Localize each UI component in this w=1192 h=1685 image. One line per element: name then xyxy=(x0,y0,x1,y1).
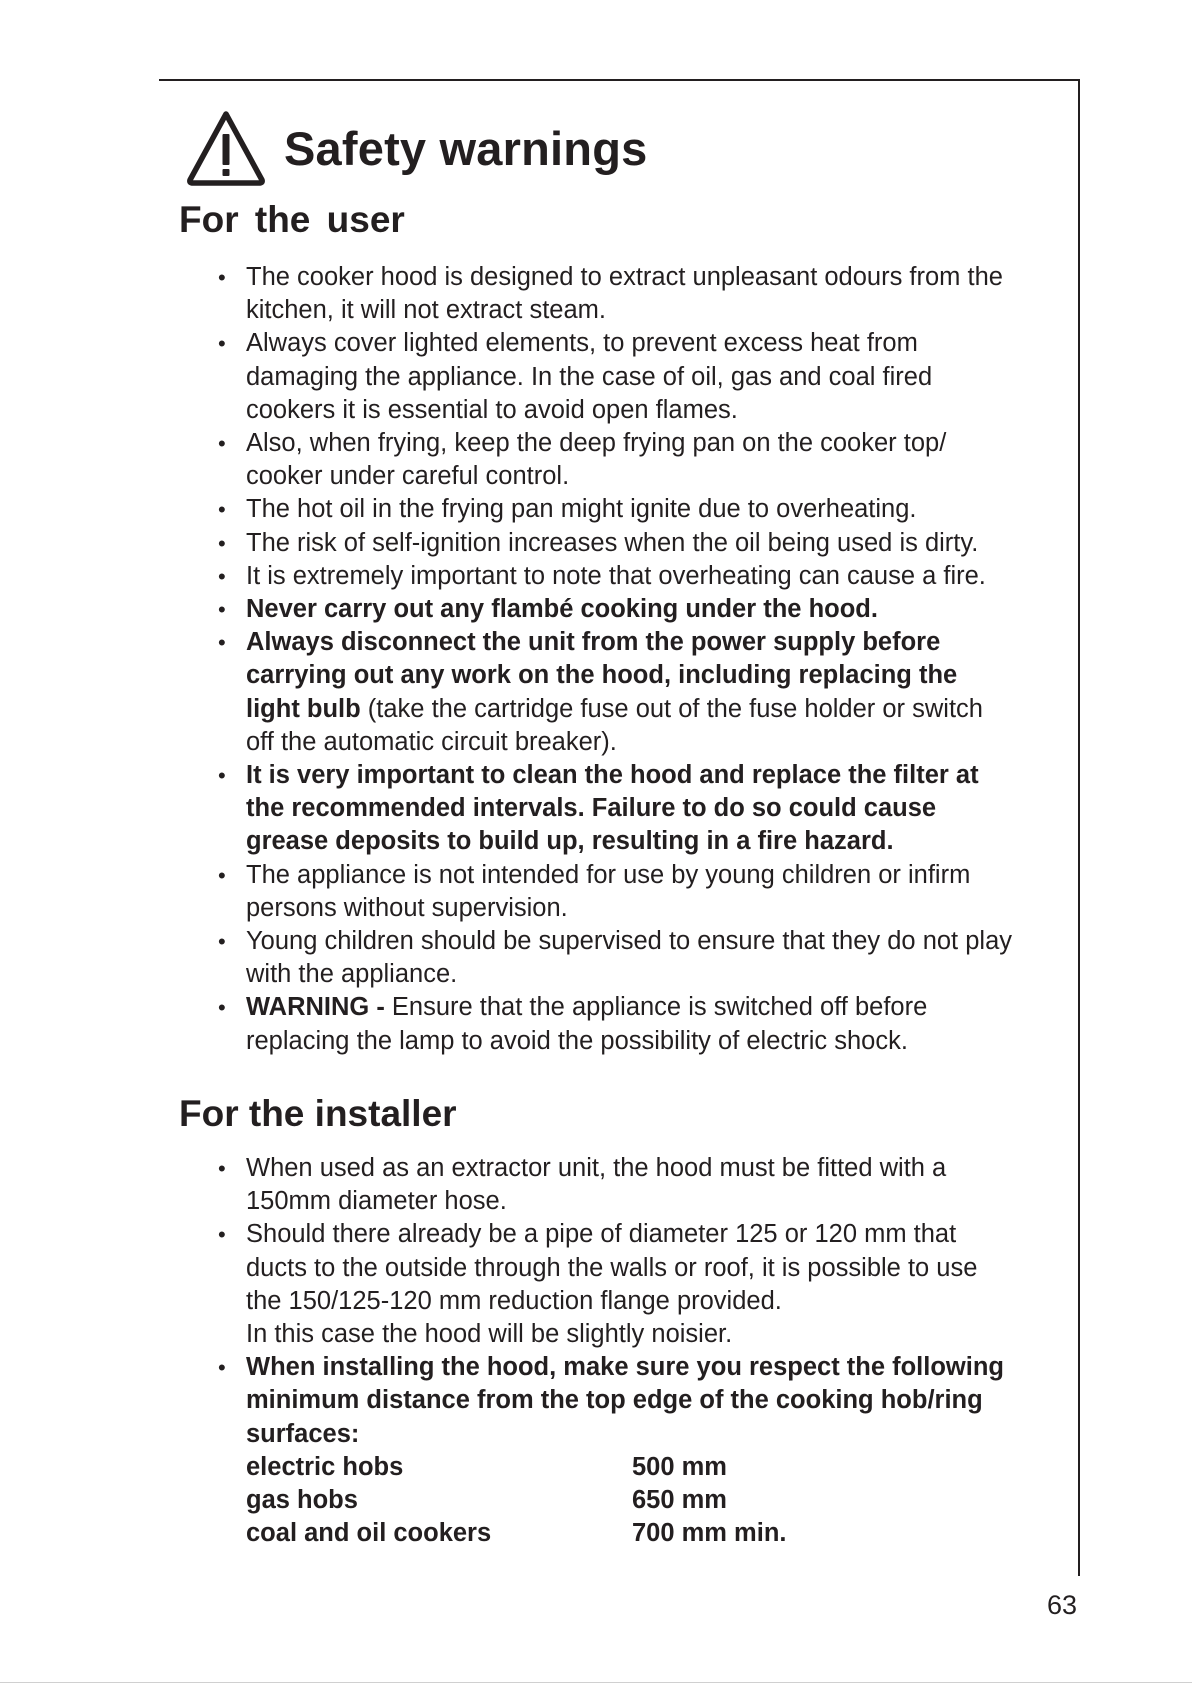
text-line: • Also, when frying, keep the deep frying pan on the cooker top/ xyxy=(246,429,947,458)
distance-label: coal and oil cookers xyxy=(246,1519,492,1548)
text-run: (take the cartridge fuse out of the fuse holder or switch xyxy=(360,694,983,723)
title-row xyxy=(186,108,647,188)
distance-label: electric hobs xyxy=(246,1452,404,1481)
text-line: • It is extremely important to note that overheating can cause a fire. xyxy=(246,561,986,590)
text-line-bold: • Always disconnect the unit from the power supply before xyxy=(246,628,941,657)
list-item xyxy=(218,1218,1048,1351)
text-line: persons without supervision. xyxy=(246,893,568,922)
user-warnings-list xyxy=(218,261,1048,1058)
text-line: • The appliance is not intended for use by young children or infirm xyxy=(246,860,971,889)
text-line: the 150/125-120 mm reduction flange provided. xyxy=(246,1286,782,1315)
section-heading-installer: For the installer xyxy=(179,1093,457,1134)
text-line: • Young children should be supervised to ensure that they do not play xyxy=(246,927,1013,956)
page-title: Safety warnings xyxy=(284,121,648,175)
top-rule xyxy=(159,79,1079,81)
text-line-bold: • When installing the hood, make sure you respect the following xyxy=(246,1353,1005,1382)
text-line-bold: • It is very important to clean the hood and replace the filter at xyxy=(246,761,979,790)
text-line-bold: grease deposits to build up, resulting in a fire hazard. xyxy=(246,827,894,856)
distance-value: 700 mm min. xyxy=(632,1519,787,1548)
text-line: with the appliance. xyxy=(246,960,458,989)
list-item xyxy=(218,626,1048,759)
text-line: kitchen, it will not extract steam. xyxy=(246,296,606,325)
text-line: cookers it is essential to avoid open flames. xyxy=(246,395,738,424)
text-line: • The cooker hood is designed to extract unpleasant odours from the xyxy=(246,263,1003,291)
list-item xyxy=(218,859,1048,925)
distance-row xyxy=(246,1517,1048,1550)
text-line: • The risk of self-ignition increases when the oil being used is dirty. xyxy=(246,528,979,557)
text-line: • The hot oil in the frying pan might ignite due to overheating. xyxy=(246,495,917,524)
text-line-bold: • Never carry out any flambé cooking under the hood. xyxy=(246,595,878,624)
list-item xyxy=(218,560,1048,593)
distance-value: 500 mm xyxy=(632,1452,727,1481)
text-line: damaging the appliance. In the case of oil, gas and coal fired xyxy=(246,362,933,391)
distance-row xyxy=(246,1484,1048,1517)
list-item xyxy=(218,1152,1048,1218)
distance-value: 650 mm xyxy=(632,1486,727,1515)
installer-warnings-list xyxy=(218,1152,1048,1550)
list-item xyxy=(218,759,1048,859)
text-line: • Always cover lighted elements, to prevent excess heat from xyxy=(246,329,918,358)
text-line: 150mm diameter hose. xyxy=(246,1187,507,1216)
list-item xyxy=(218,925,1048,991)
list-item xyxy=(218,593,1048,626)
text-line-bold: surfaces: xyxy=(246,1419,360,1448)
text-line-bold: carrying out any work on the hood, including replacing the xyxy=(246,661,958,690)
right-rule xyxy=(1078,79,1080,1576)
text-line: • When used as an extractor unit, the hood must be fitted with a xyxy=(246,1154,947,1182)
list-item xyxy=(218,427,1048,493)
text-line: In this case the hood will be slightly noisier. xyxy=(246,1320,733,1349)
distance-row xyxy=(246,1451,1048,1484)
list-item xyxy=(218,991,1048,1057)
list-item xyxy=(218,527,1048,560)
text-run: Ensure that the appliance is switched off before xyxy=(384,993,928,1022)
text-line: ducts to the outside through the walls or roof, it is possible to use xyxy=(246,1253,978,1282)
list-item xyxy=(218,493,1048,526)
list-item xyxy=(218,1351,1048,1550)
text-line: cooker under careful control. xyxy=(246,462,570,491)
list-item xyxy=(218,327,1048,427)
warning-triangle-icon xyxy=(186,108,266,188)
text-line-bold: minimum distance from the top edge of the cooking hob/ring xyxy=(246,1386,983,1415)
list-item xyxy=(218,261,1048,327)
text-line: replacing the lamp to avoid the possibility of electric shock. xyxy=(246,1026,908,1055)
text-run-bold: light bulb xyxy=(246,694,361,723)
bottom-edge xyxy=(0,1682,1192,1683)
warning-label: WARNING - xyxy=(246,993,385,1022)
distance-label: gas hobs xyxy=(246,1486,358,1515)
text-line: off the automatic circuit breaker). xyxy=(246,727,617,756)
text-line: • Should there already be a pipe of diameter 125 or 120 mm that xyxy=(246,1220,957,1249)
page-number: 63 xyxy=(1047,1590,1078,1620)
text-line-bold: the recommended intervals. Failure to do so could cause xyxy=(246,794,937,823)
section-heading-user: For the user xyxy=(179,199,405,240)
